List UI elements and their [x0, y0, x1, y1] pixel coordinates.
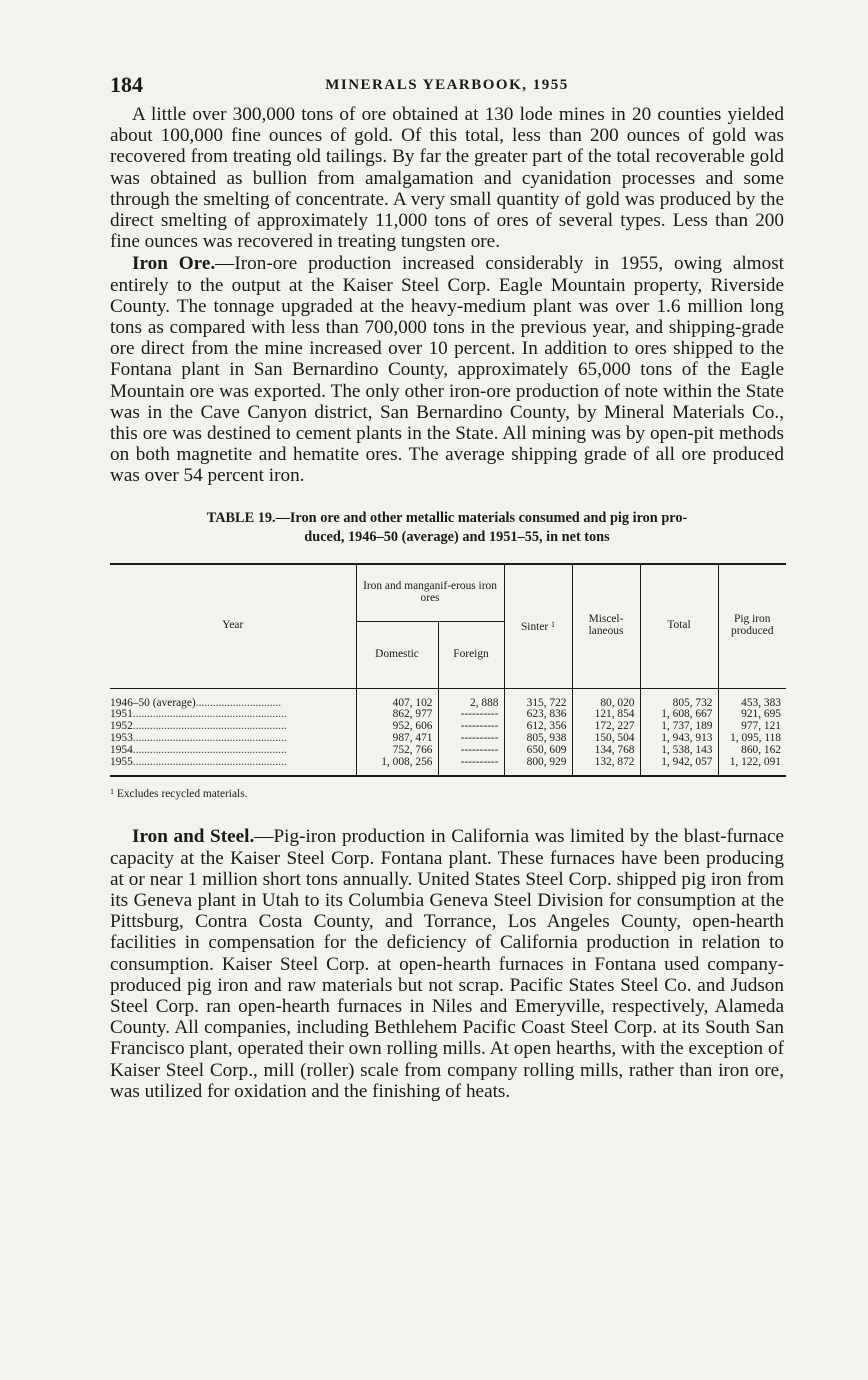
page-number: 184: [110, 72, 143, 97]
cell-total: 1, 943, 913: [640, 733, 718, 745]
running-head: MINERALS YEARBOOK, 1955: [325, 77, 569, 93]
leader-dots: ..............................: [195, 696, 282, 709]
cell-sinter: 623, 836: [504, 709, 572, 721]
cell-total: 1, 942, 057: [640, 757, 718, 777]
cell-pig-iron: 1, 095, 118: [718, 733, 786, 745]
cell-foreign: ----------: [438, 733, 504, 745]
page-header: [110, 72, 784, 104]
cell-domestic: 1, 008, 256: [356, 757, 438, 777]
leader-dots: ......................................................: [132, 732, 287, 745]
leader-dots: ......................................................: [132, 708, 287, 721]
paragraph-iron-steel: [110, 826, 784, 1102]
table-caption-line2: duced, 1946–50 (average) and 1951–55, in net tons: [304, 528, 610, 545]
row-year-label: 1954: [110, 743, 133, 756]
row-year-label: 1951: [110, 708, 133, 721]
footnote-text: Excludes recycled materials.: [116, 788, 248, 801]
leader-dots: ......................................................: [132, 720, 287, 733]
section-spacer: [110, 800, 784, 826]
cell-misc: 134, 768: [572, 745, 640, 757]
table-caption: [110, 509, 784, 547]
row-year-label: 1953: [110, 732, 133, 745]
cell-year: [110, 688, 356, 709]
paragraph-gold: A little over 300,000 tons of ore obtained at 130 lode mines in 20 counties yielded about 100,000 fine ounces of gold. Of this total, less than 200 ounces of gold was recovered from treating old tailings. By far the greater part of the total recoverable gold was obtained as bullion from amalgamation and cyanidation processes and some through the smelting of concentrate. A very small quantity of gold was produced by the direct smelting of approximately 11,000 tons of ores of several types. Less than 200 fine ounces was recovered in treating tungsten ore.: [110, 104, 784, 253]
paragraph-iron-ore: [110, 253, 784, 486]
paragraph-iron-ore-text: —Iron-ore production increased considerably in 1955, owing almost entirely to the output at the Kaiser Steel Corp. Eagle Mountain property, Riverside County. The tonnage upgraded at the heavy-medium plant was over 1.6 million long tons as compared with less than 700,000 tons in the previous year, and shipping-grade ore direct from the mine increased over 10 percent. In addition to ores shipped to the Fontana plant in San Bernardino County, approximately 65,000 tons of the Eagle Mountain ore was exported. The only other iron-ore production of note within the State was in the Cave Canyon district, San Bernardino County, by Mineral Materials Co., this ore was destined to cement plants in the State. All mining was by open-pit methods on both magnetite and hematite ores. The average shipping grade of all ore produced was over 54 percent iron.: [110, 253, 784, 487]
header-sinter-label: Sinter: [520, 620, 549, 633]
iron-ore-table: [110, 563, 786, 778]
cell-misc: 150, 504: [572, 733, 640, 745]
cell-sinter: 650, 609: [504, 745, 572, 757]
table-footnote: [110, 787, 784, 800]
row-year-label: 1955: [110, 755, 133, 768]
cell-total: 1, 737, 189: [640, 721, 718, 733]
cell-sinter: 805, 938: [504, 733, 572, 745]
footnote-mark: 1: [110, 787, 114, 797]
cell-sinter: 315, 722: [504, 688, 572, 709]
cell-domestic: 862, 977: [356, 709, 438, 721]
cell-foreign: ----------: [438, 745, 504, 757]
cell-foreign: 2, 888: [438, 688, 504, 709]
header-year: Year: [110, 564, 356, 689]
cell-domestic: 952, 606: [356, 721, 438, 733]
row-year-label: 1946–50 (average): [110, 696, 196, 709]
cell-misc: 172, 227: [572, 721, 640, 733]
table-row: [110, 688, 786, 709]
header-pig-iron: Pig iron produced: [718, 564, 786, 689]
document-page: [110, 72, 784, 1102]
cell-domestic: 987, 471: [356, 733, 438, 745]
cell-pig-iron: 453, 383: [718, 688, 786, 709]
leader-dots: ......................................................: [132, 755, 287, 768]
leader-dots: ......................................................: [132, 743, 287, 756]
table-row: [110, 757, 786, 777]
section-lead-iron-steel: Iron and Steel.: [132, 826, 255, 848]
header-total: Total: [640, 564, 718, 689]
header-iron-ores: Iron and manganif-erous iron ores: [356, 564, 504, 622]
row-year-label: 1952: [110, 720, 133, 733]
cell-misc: 121, 854: [572, 709, 640, 721]
table-body: [110, 688, 786, 776]
cell-total: 1, 538, 143: [640, 745, 718, 757]
header-domestic: Domestic: [356, 621, 438, 688]
cell-foreign: ----------: [438, 757, 504, 777]
cell-total: 1, 608, 667: [640, 709, 718, 721]
cell-pig-iron: 860, 162: [718, 745, 786, 757]
section-lead-iron-ore: Iron Ore.: [132, 253, 216, 275]
cell-misc: 80, 020: [572, 688, 640, 709]
paragraph-iron-steel-text: —Pig-iron production in California was limited by the blast-furnace capacity at the Kaiser Steel Corp. Fontana plant. These furnaces have been producing at or near 1 million short tons annually. United States Steel Corp. shipped pig iron from its Geneva plant in Utah to its Columbia Geneva Steel Division for consumption at the Pittsburg, Contra Costa County, and Torrance, Los Angeles County, open-hearth facilities in compensation for the deficiency of California production in relation to consumption. Kaiser Steel Corp. at open-hearth furnaces in Fontana used company-produced pig iron and raw materials but not scrap. Pacific States Steel Co. and Judson Steel Corp. ran open-hearth furnaces in Niles and Emeryville, respectively, Alameda County. All companies, including Bethlehem Pacific Coast Steel Corp. at its South San Francisco plant, operated their own rolling mills. At open hearths, with the exception of Kaiser Steel Corp., mill (roller) scale from company rolling mills, rather than iron ore, was utilized for oxidation and the finishing of heats.: [110, 826, 784, 1102]
header-miscellaneous: Miscel-laneous: [572, 564, 640, 689]
header-sinter: [504, 564, 572, 689]
cell-foreign: ----------: [438, 709, 504, 721]
table-caption-line1: TABLE 19.—Iron ore and other metallic materials consumed and pig iron pro-: [206, 509, 688, 526]
cell-sinter: 800, 929: [504, 757, 572, 777]
cell-pig-iron: 1, 122, 091: [718, 757, 786, 777]
cell-sinter: 612, 356: [504, 721, 572, 733]
cell-year: [110, 757, 356, 777]
header-foreign: Foreign: [438, 621, 504, 688]
cell-domestic: 752, 766: [356, 745, 438, 757]
cell-total: 805, 732: [640, 688, 718, 709]
cell-pig-iron: 977, 121: [718, 721, 786, 733]
header-sinter-footnote-mark: 1: [551, 619, 556, 629]
cell-foreign: ----------: [438, 721, 504, 733]
cell-domestic: 407, 102: [356, 688, 438, 709]
cell-pig-iron: 921, 695: [718, 709, 786, 721]
cell-misc: 132, 872: [572, 757, 640, 777]
